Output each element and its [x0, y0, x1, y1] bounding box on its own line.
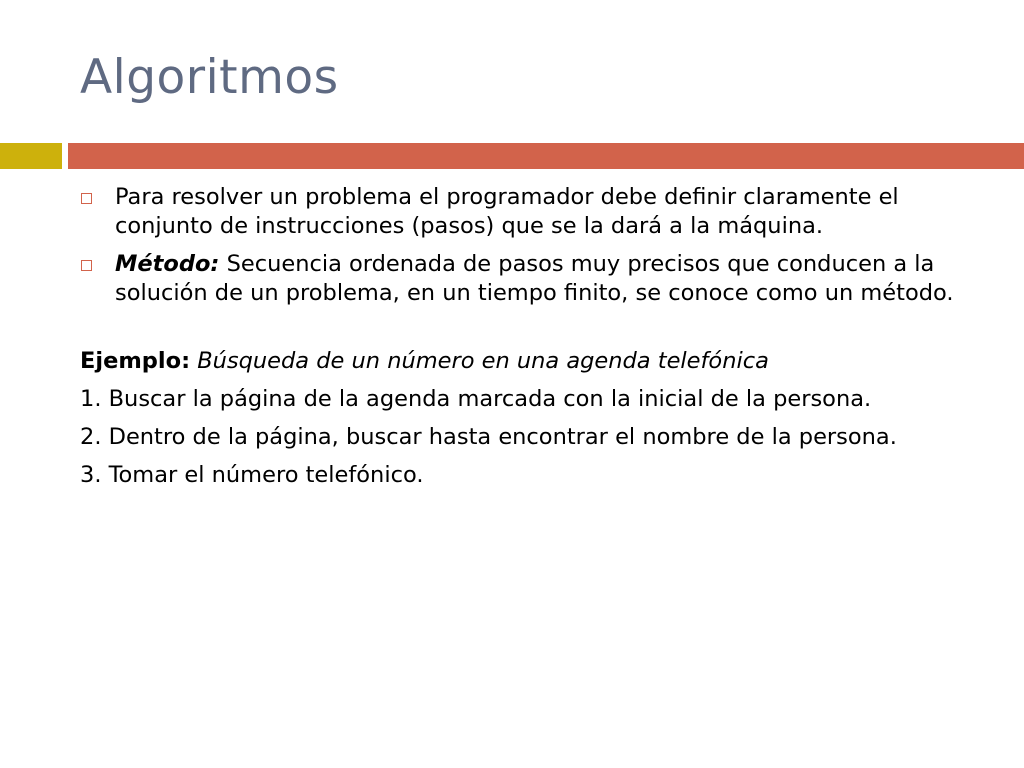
- step-1: 1. Buscar la página de la agenda marcada con la inicial de la persona.: [80, 386, 872, 412]
- square-bullet-icon: [81, 193, 92, 204]
- slide-title: Algoritmos: [80, 50, 339, 105]
- slide-content: [80, 183, 980, 499]
- bullet-term: Método:: [115, 251, 220, 277]
- example-line: [80, 347, 980, 376]
- square-bullet-icon: [81, 260, 92, 271]
- bullet-text: Secuencia ordenada de pasos muy precisos que conducen a la solución de un problema, en un tiempo finito, se conoce como un método.: [115, 251, 954, 306]
- step-3: 3. Tomar el número telefónico.: [80, 462, 424, 488]
- bullet-item-2: [80, 250, 980, 308]
- example-label: Ejemplo:: [80, 348, 191, 374]
- step-2: 2. Dentro de la página, buscar hasta encontrar el nombre de la persona.: [80, 424, 897, 450]
- example-text: Búsqueda de un número en una agenda telefónica: [190, 348, 769, 374]
- accent-bar-right: [68, 143, 1024, 169]
- bullet-item-1: [80, 183, 980, 241]
- bullet-text: Para resolver un problema el programador debe definir claramente el conjunto de instrucciones (pasos) que se la dará a la máquina.: [115, 184, 899, 239]
- accent-bar-left: [0, 143, 62, 169]
